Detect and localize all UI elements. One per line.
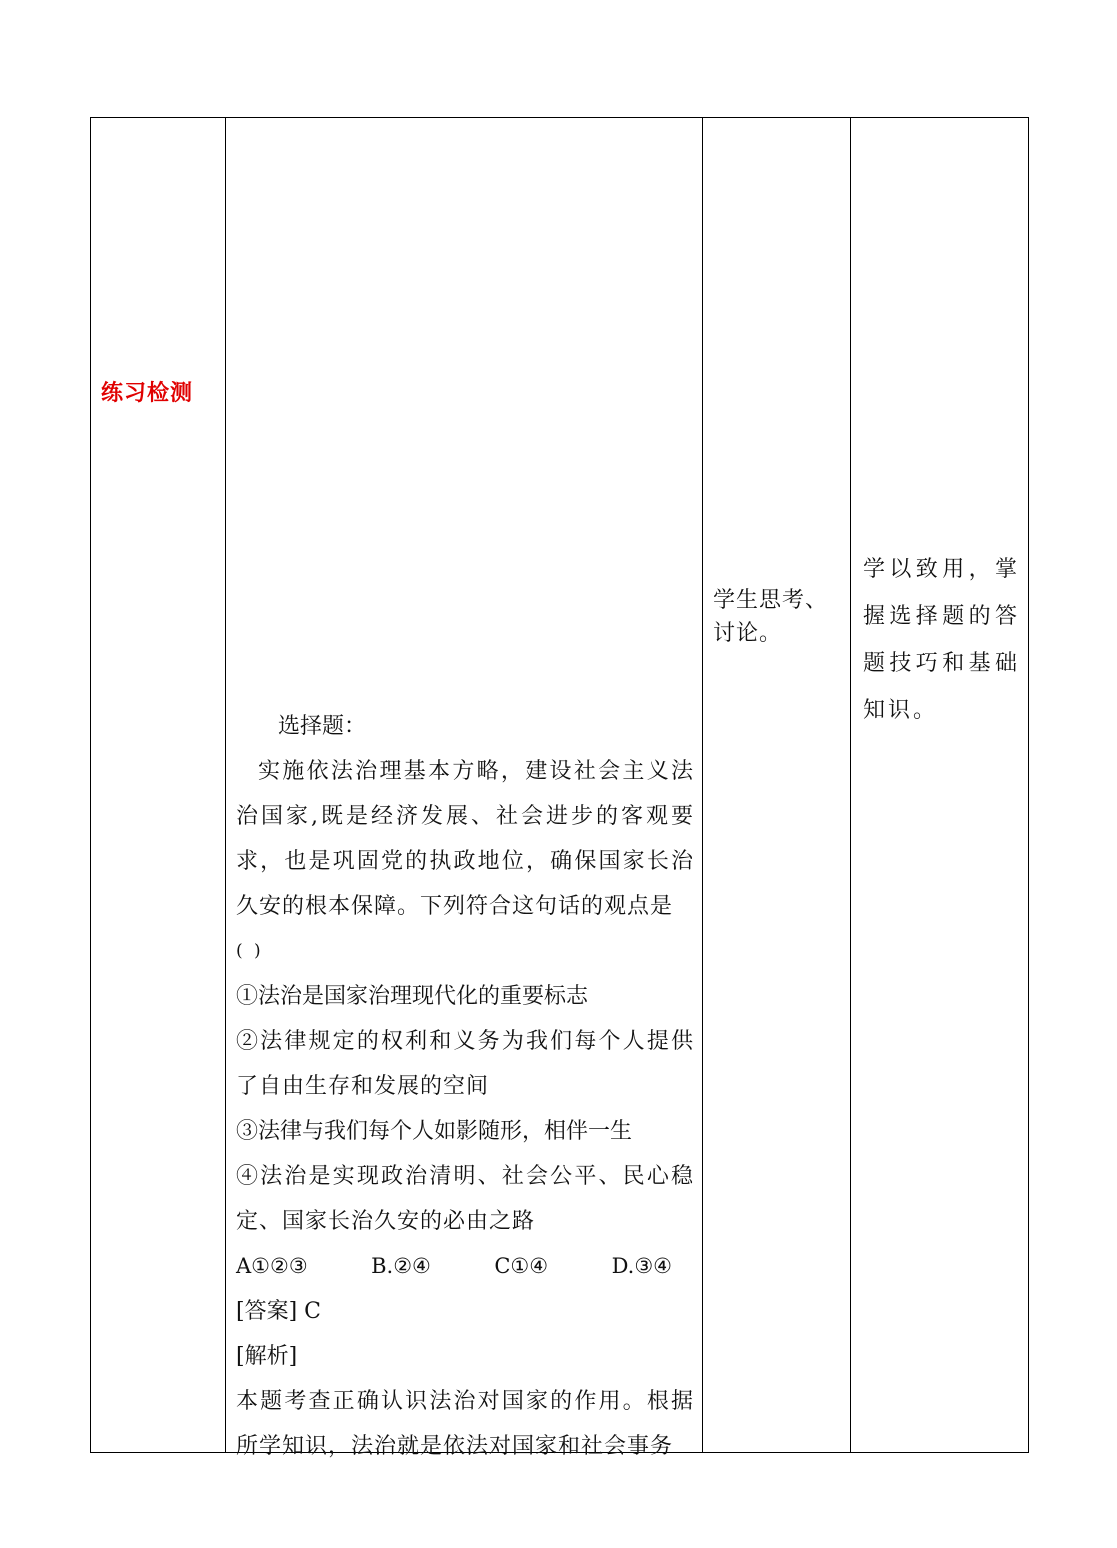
choice-a: A①②③ <box>236 1254 308 1278</box>
question-block <box>236 704 694 1469</box>
choice-c: C①④ <box>494 1254 549 1278</box>
option-4: ④法治是实现政治清明、社会公平、民心稳定、国家长治久安的必由之路 <box>236 1164 694 1234</box>
choice-b: B.②④ <box>371 1254 431 1278</box>
answer-blank: ( ) <box>236 941 264 961</box>
content-cell <box>226 118 703 1459</box>
answer-line: [答案] C <box>236 1299 321 1324</box>
section-label: 练习检测 <box>101 381 194 406</box>
lesson-plan-table <box>90 117 1029 1459</box>
answer-choices <box>236 1244 694 1289</box>
design-intent: 学以致用，掌握选择题的答题技巧和基础知识。 <box>863 557 1020 723</box>
student-activity: 学生思考、讨论。 <box>713 588 829 646</box>
question-stem: 实施依法治理基本方略，建设社会主义法治国家,既是经济发展、社会进步的客观要求，也是巩固党的执政地位，确保国家长治久安的根本保障。下列符合这句话的观点是 <box>236 759 694 919</box>
analysis-heading: [解析] <box>236 1344 298 1369</box>
section-cell <box>91 118 226 1453</box>
activity-cell <box>703 118 851 1453</box>
option-2: ②法律规定的权利和义务为我们每个人提供了自由生存和发展的空间 <box>236 1029 694 1099</box>
option-3: ③法律与我们每个人如影随形，相伴一生 <box>236 1119 633 1144</box>
option-1: ①法治是国家治理现代化的重要标志 <box>236 984 589 1009</box>
question-heading: 选择题： <box>278 714 367 739</box>
choice-d: D.③④ <box>611 1254 672 1278</box>
analysis-text: 本题考查正确认识法治对国家的作用。根据所学知识，法治就是依法对国家和社会事务 <box>236 1389 694 1459</box>
practice-row <box>91 118 1029 1453</box>
intent-cell <box>851 118 1029 1453</box>
